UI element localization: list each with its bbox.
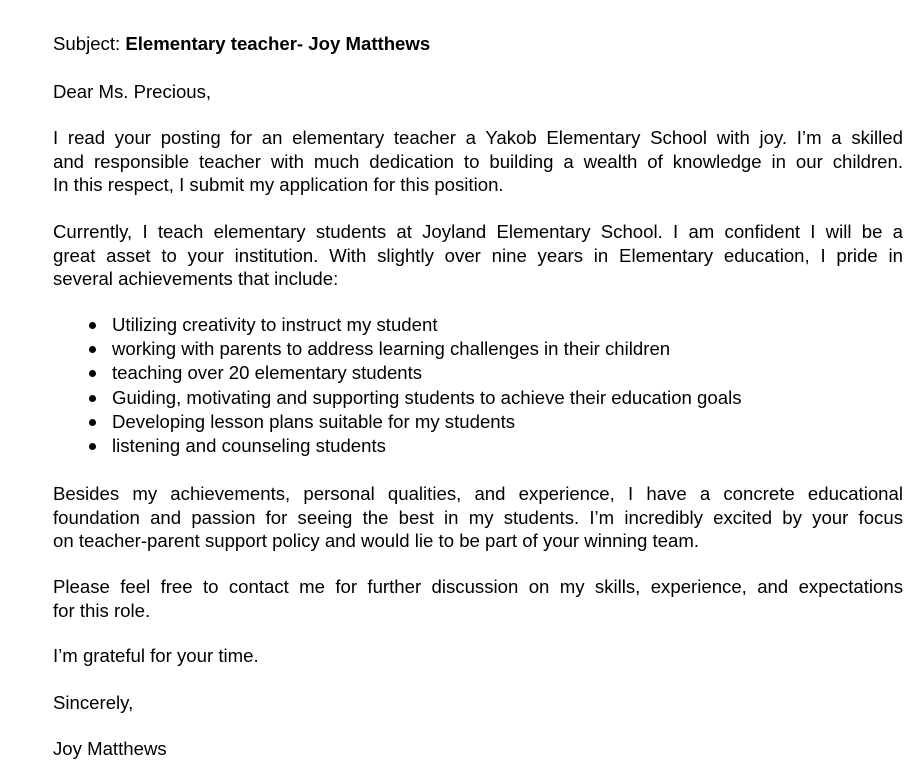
bullet-icon	[89, 395, 96, 402]
paragraph-experience	[53, 220, 903, 291]
paragraph-line: several achievements that include:	[53, 268, 339, 289]
list-item-text: teaching over 20 elementary students	[112, 362, 423, 384]
list-item	[53, 410, 742, 434]
paragraph-line: for this role.	[53, 599, 151, 621]
achievements-list	[53, 313, 742, 458]
subject-label: Subject:	[53, 33, 126, 54]
paragraph-contact	[53, 575, 903, 622]
paragraph-line: I read your posting for an elementary teacher a Yakob Elementary School with joy. I’m a skilled	[53, 127, 903, 148]
subject-line	[53, 32, 903, 56]
subject-value: Elementary teacher- Joy Matthews	[125, 33, 431, 54]
paragraph-qualities	[53, 482, 903, 553]
bullet-icon	[89, 419, 96, 426]
salutation: Dear Ms. Precious,	[53, 81, 212, 102]
paragraph-line: on teacher-parent support policy and would lie to be part of your winning team.	[53, 530, 699, 551]
closing: Sincerely,	[53, 692, 134, 713]
paragraph-line: Please feel free to contact me for further discussion on my skills, experience, and expectations	[53, 576, 903, 597]
paragraph-line: Besides my achievements, personal qualities, and experience, I have a concrete educational	[53, 483, 903, 504]
list-item-text: working with parents to address learning challenges in their children	[112, 338, 671, 360]
list-item-text: listening and counseling students	[112, 434, 386, 456]
list-item	[53, 361, 742, 385]
paragraph-line: great asset to your institution. With slightly over nine years in Elementary education, I pride in	[53, 244, 903, 266]
bullet-icon	[89, 322, 96, 329]
paragraph-line: foundation and passion for seeing the best in my students. I’m incredibly excited by your focus	[53, 506, 903, 528]
bullet-icon	[89, 370, 96, 377]
paragraph-line: and responsible teacher with much dedication to building a wealth of knowledge in our children.	[53, 150, 903, 172]
bullet-icon	[89, 443, 96, 450]
paragraph-line: Currently, I teach elementary students at Joyland Elementary School. I am confident I will be a	[53, 221, 903, 242]
gratitude-line: I’m grateful for your time.	[53, 645, 259, 666]
paragraph-intro	[53, 126, 903, 197]
signature: Joy Matthews	[53, 738, 167, 759]
paragraph-line: In this respect, I submit my application for this position.	[53, 174, 504, 195]
list-item-text: Guiding, motivating and supporting students to achieve their education goals	[112, 386, 742, 408]
list-item	[53, 313, 742, 337]
bullet-icon	[89, 346, 96, 353]
list-item	[53, 434, 742, 458]
list-item	[53, 386, 742, 410]
list-item-text: Developing lesson plans suitable for my students	[112, 410, 516, 432]
list-item-text: Utilizing creativity to instruct my student	[112, 314, 438, 335]
list-item	[53, 337, 742, 361]
